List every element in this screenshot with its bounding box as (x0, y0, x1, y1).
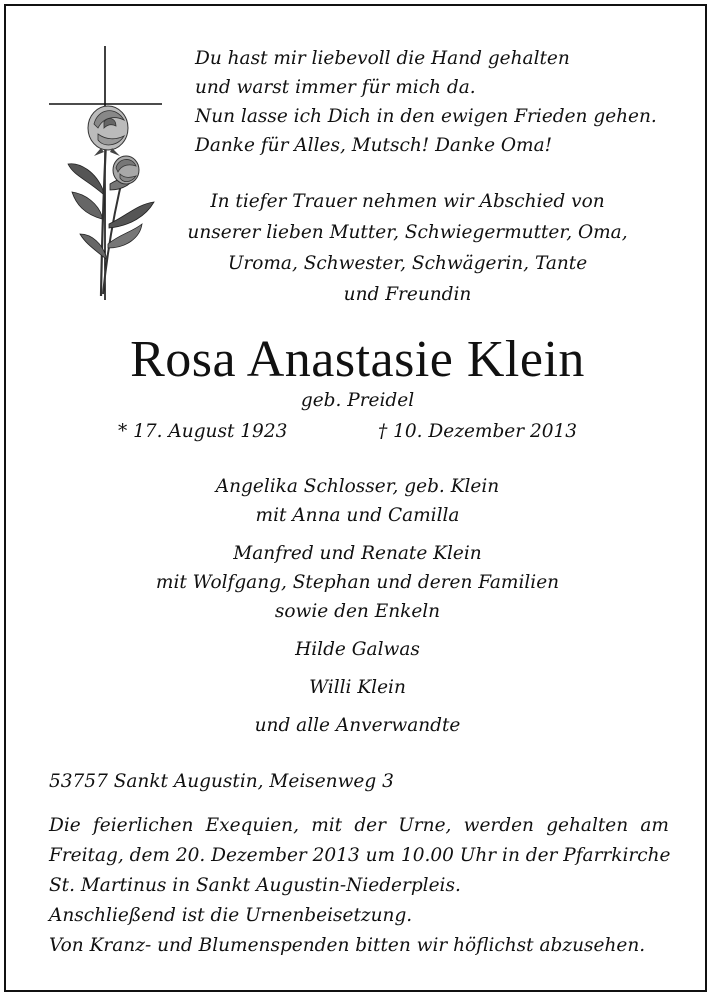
notice-line: St. Martinus in Sankt Augustin-Niederpleis. (49, 875, 461, 896)
mourner-line: mit Wolfgang, Stephan und deren Familien (155, 572, 560, 593)
mourner-line: Manfred und Renate Klein (233, 543, 482, 564)
funeral-notice (49, 811, 669, 961)
notice-word: am (640, 815, 669, 836)
notice-word: Exequien, (205, 815, 299, 836)
notice-word: mit (311, 815, 343, 836)
intro-line: In tiefer Trauer nehmen wir Abschied von (210, 191, 605, 212)
notice-line-justified (49, 811, 669, 841)
notice-line: Anschließend ist die Urnenbeisetzung. (49, 905, 413, 926)
notice-word: der (354, 815, 386, 836)
intro-line: und Freundin (343, 284, 472, 305)
mourner-line: und alle Anverwandte (254, 715, 461, 736)
intro-line: unserer lieben Mutter, Schwiegermutter, Oma, (187, 222, 628, 243)
intro-line: Uroma, Schwester, Schwägerin, Tante (227, 253, 588, 274)
mourner-group (0, 635, 715, 664)
mourner-group (0, 472, 715, 530)
poem-line: Nun lasse ich Dich in den ewigen Frieden gehen. (195, 106, 657, 127)
mourner-line: sowie den Enkeln (274, 601, 441, 622)
birth-date: * 17. August 1923 (118, 421, 288, 442)
death-date: † 10. Dezember 2013 (378, 421, 578, 442)
deceased-name: Rosa Anastasie Klein (130, 331, 585, 388)
rose-icon (68, 106, 154, 296)
mourners-list (0, 472, 715, 749)
notice-word: Urne, (398, 815, 452, 836)
notice-word: Die (49, 815, 81, 836)
mourner-group (0, 539, 715, 626)
poem-line: Danke für Alles, Mutsch! Danke Oma! (195, 135, 553, 156)
maiden-name: geb. Preidel (300, 390, 415, 411)
notice-line: Freitag, dem 20. Dezember 2013 um 10.00 Uhr in der Pfarrkirche (49, 845, 671, 866)
mourner-group (0, 673, 715, 702)
mourner-line: Willi Klein (309, 677, 406, 698)
notice-word: werden (463, 815, 534, 836)
poem (195, 44, 675, 160)
poem-line: Du hast mir liebevoll die Hand gehalten (195, 48, 570, 69)
mourner-line: Hilde Galwas (295, 639, 420, 660)
poem-line: und warst immer für mich da. (195, 77, 476, 98)
address: 53757 Sankt Augustin, Meisenweg 3 (49, 771, 394, 792)
mourning-intro (150, 186, 665, 310)
cross-with-rose-icon (46, 44, 166, 304)
mourner-line: Angelika Schlosser, geb. Klein (215, 476, 500, 497)
notice-line: Von Kranz- und Blumenspenden bitten wir höflichst abzusehen. (49, 935, 646, 956)
mourner-group (0, 711, 715, 740)
mourner-line: mit Anna und Camilla (255, 505, 460, 526)
notice-word: gehalten (546, 815, 629, 836)
notice-word: feierlichen (92, 815, 194, 836)
